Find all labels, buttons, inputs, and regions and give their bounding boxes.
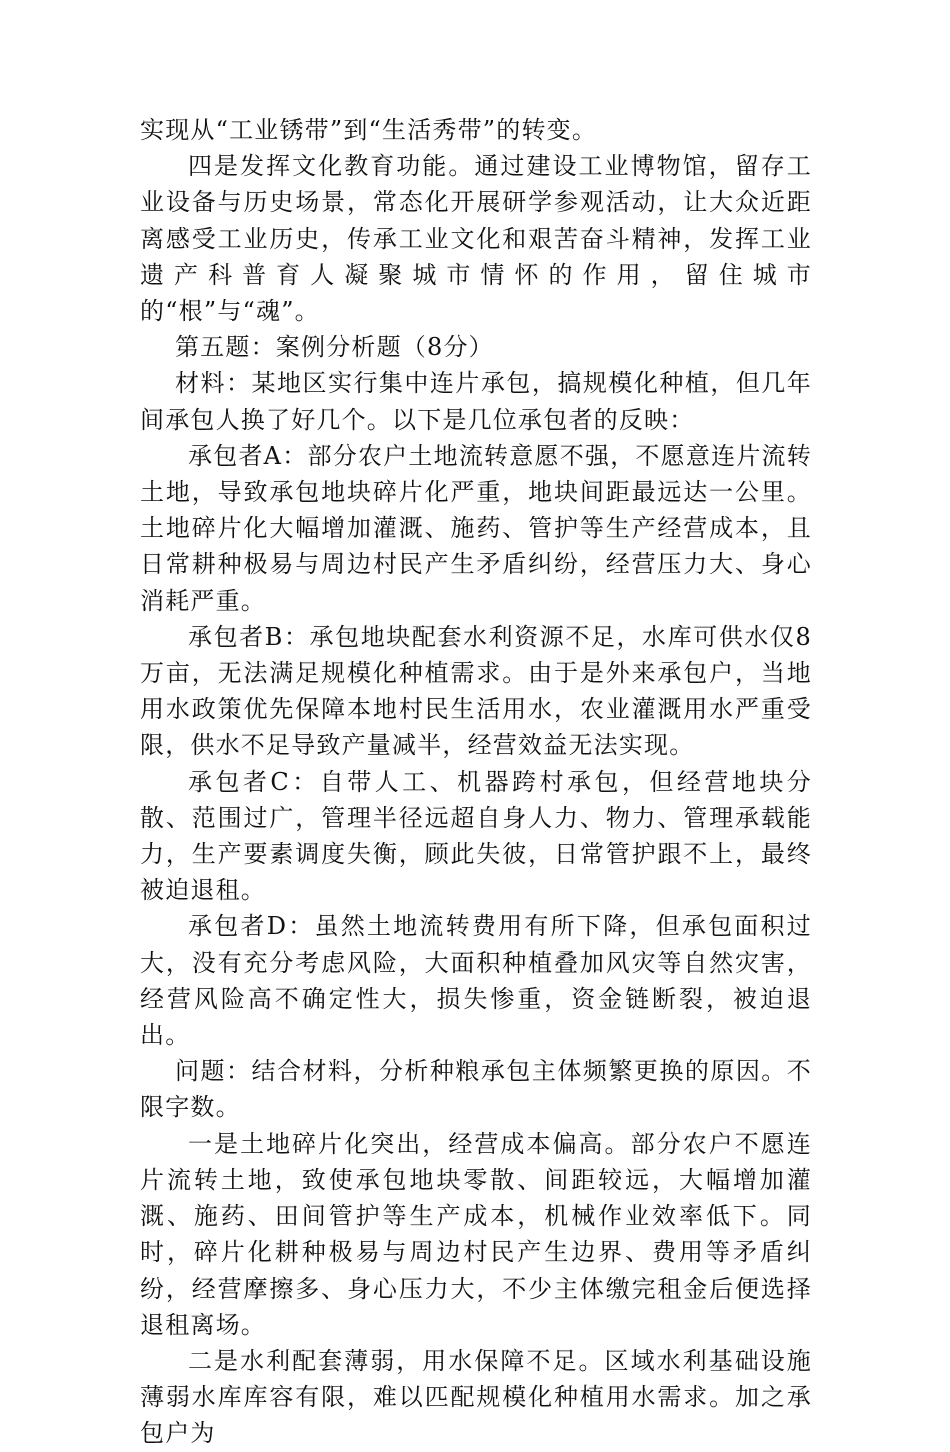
contractor-a-paragraph: 承包者A：部分农户土地流转意愿不强，不愿意连片流转土地，导致承包地块碎片化严重，地块间距最远达一公里。土地碎片化大幅增加灌溉、施药、管护等生产经营成本，且日常耕种极易与周边村民产生矛盾纠纷，经营压力大、身心消耗严重。: [140, 441, 812, 615]
paragraph-culture-education: 四是发挥文化教育功能。通过建设工业博物馆，留存工业设备与历史场景，常态化开展研学参观活动，让大众近距离感受工业历史，传承工业文化和艰苦奋斗精神，发挥工业遗产科普育人凝聚城市情怀的作用，留住城市的“根”与“魂”。: [140, 152, 812, 326]
answer-point-two: 二是水利配套薄弱，用水保障不足。区域水利基础设施薄弱水库库容有限，难以匹配规模化种植用水需求。加之承包户为: [140, 1346, 812, 1448]
answer-point-one: 一是土地碎片化突出，经营成本偏高。部分农户不愿连片流转土地，致使承包地块零散、间距较远，大幅增加灌溉、施药、田间管护等生产成本，机械作业效率低下。同时，碎片化耕种极易与周边村民产生边界、费用等矛盾纠纷，经营摩擦多、身心压力大，不少主体缴完租金后便选择退租离场。: [140, 1129, 812, 1339]
contractor-b-paragraph: 承包者B：承包地块配套水利资源不足，水库可供水仅8万亩，无法满足规模化种植需求。由于是外来承包户，当地用水政策优先保障本地村民生活用水，农业灌溉用水严重受限，供水不足导致产量减半，经营效益无法实现。: [140, 622, 812, 760]
material-intro: 材料：某地区实行集中连片承包，搞规模化种植，但几年间承包人换了好几个。以下是几位承包者的反映：: [140, 369, 812, 434]
document-body: [140, 112, 812, 1452]
paragraph-continuation: 实现从“工业锈带”到“生活秀带”的转变。: [140, 116, 598, 144]
contractor-c-paragraph: 承包者C：自带人工、机器跨村承包，但经营地块分散、范围过广，管理半径远超自身人力、物力、管理承载能力，生产要素调度失衡，顾此失彼，日常管护跟不上，最终被迫退租。: [140, 767, 812, 905]
contractor-d-paragraph: 承包者D：虽然土地流转费用有所下降，但承包面积过大，没有充分考虑风险，大面积种植叠加风灾等自然灾害，经营风险高不确定性大，损失惨重，资金链断裂，被迫退出。: [140, 912, 812, 1050]
question-heading: 第五题：案例分析题（8分）: [175, 333, 494, 362]
question-paragraph: 问题：结合材料，分析种粮承包主体频繁更换的原因。不限字数。: [140, 1057, 812, 1122]
